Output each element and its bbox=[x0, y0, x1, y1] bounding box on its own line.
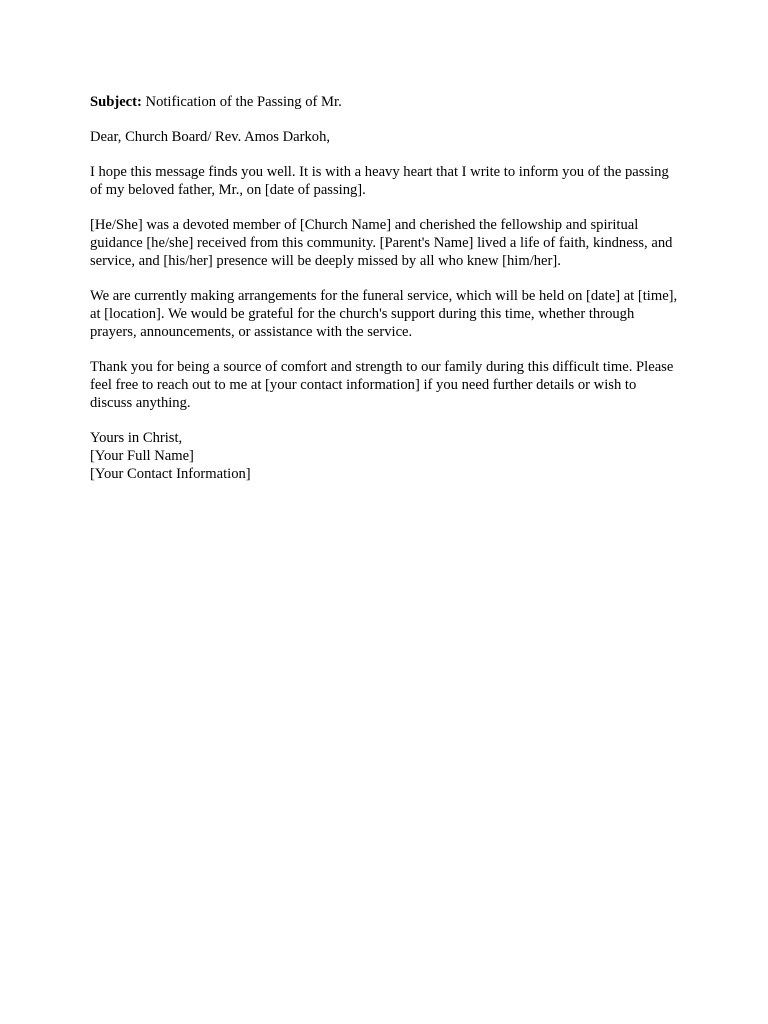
salutation: Dear, Church Board/ Rev. Amos Darkoh, bbox=[90, 129, 331, 145]
signature-name: [Your Full Name] bbox=[90, 448, 194, 464]
paragraph-thanks: Thank you for being a source of comfort and strength to our family during this difficult time. Please feel free to reach out to me at [your contact information] if you need further details or wish to discuss anything. bbox=[90, 359, 674, 411]
signoff-block bbox=[90, 429, 680, 483]
signature-contact: [Your Contact Information] bbox=[90, 466, 251, 482]
subject-label: Subject: bbox=[90, 94, 142, 110]
letter-body bbox=[90, 93, 680, 483]
subject-line bbox=[90, 93, 680, 111]
paragraph-opening: I hope this message finds you well. It is with a heavy heart that I write to inform you of the passing of my beloved father, Mr., on [date of passing]. bbox=[90, 164, 669, 198]
subject-text: Notification of the Passing of Mr. bbox=[141, 94, 342, 110]
paragraph-tribute: [He/She] was a devoted member of [Church Name] and cherished the fellowship and spiritual guidance [he/she] received from this community. [Parent's Name] lived a life of faith, kindness, and service, and [his/her] presence will be deeply missed by all who knew [him/her]. bbox=[90, 217, 673, 269]
closing-line: Yours in Christ, bbox=[90, 430, 183, 446]
paragraph-arrangements: We are currently making arrangements for the funeral service, which will be held on [date] at [time], at [location]. We would be grateful for the church's support during this time, whether through prayers, announcements, or assistance with the service. bbox=[90, 288, 678, 340]
